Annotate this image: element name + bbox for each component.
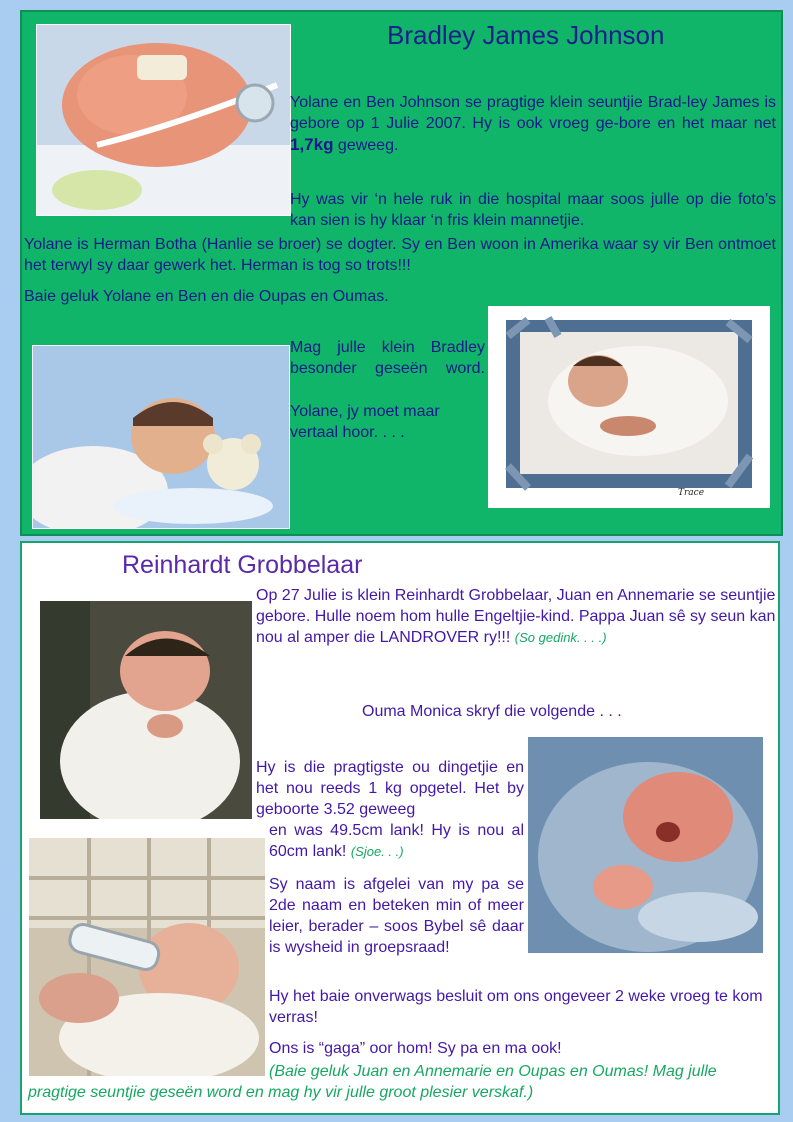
reinhardt-closing: (Baie geluk Juan en Annemarie en Oupas en Oumas! Mag julle pragtige seuntjie geseën word en mag hy vir julle groot plesier verskaf.)	[28, 1063, 717, 1101]
reinhardt-name-paragraph: Sy naam is afgelei van my pa se 2de naam en beteken min of meer leier, berader – soos Bybel sê daar is wysheid in groepsraad!	[269, 876, 524, 956]
reinhardt-section	[20, 541, 780, 1115]
section-title-bradley: Bradley James Johnson	[387, 20, 665, 50]
bradley-translate-note: Yolane, jy moet maar vertaal hoor. . . .	[290, 403, 440, 441]
bradley-hospital-paragraph: Hy was vir ‘n hele ruk in die hospital maar soos julle op die foto’s kan sien is hy klaar ‘n fris klein mannetjie.	[290, 191, 776, 229]
photo-bradley-framed	[488, 306, 770, 508]
photo-signature: Trace	[678, 488, 705, 498]
bradley-weight: 1,7kg	[290, 135, 334, 154]
bradley-blessing: Mag julle klein Bradley besonder geseën word.	[290, 339, 485, 377]
reinhardt-length-paragraph	[269, 820, 524, 862]
reinhardt-birth-paragraph	[256, 585, 776, 648]
reinhardt-aside-1: (So gedink. . . .)	[514, 630, 607, 645]
bradley-birth-paragraph	[290, 92, 776, 156]
reinhardt-birth-text: Op 27 Julie is klein Reinhardt Grobbelaar, Juan en Annemarie se seuntjie gebore. Hulle noem hom hulle Engeltjie-kind. Pappa Juan sê sy seun kan nou al amper die LANDROVER ry!!!	[256, 587, 776, 646]
reinhardt-length-text: en was 49.5cm lank! Hy is nou al 60cm lank!	[269, 822, 524, 860]
photo-reinhardt-wrapped	[39, 600, 253, 820]
photo-bradley-teddy	[32, 345, 290, 529]
bradley-family-paragraph: Yolane is Herman Botha (Hanlie se broer) se dogter. Sy en Ben woon in Amerika waar sy vir Ben ontmoet het terwyl sy daar gewerk het. Herman is tog so trots!!!	[24, 236, 776, 274]
photo-reinhardt-yawning	[527, 736, 764, 954]
bradley-birth-text: Yolane en Ben Johnson se pragtige klein seuntjie Brad-ley James is gebore op 1 Julie 2007. Hy is ook vroeg ge-bore en het maar net	[290, 94, 776, 132]
reinhardt-aside-2: (Sjoe. . .)	[350, 844, 404, 859]
ouma-intro: Ouma Monica skryf die volgende . . .	[362, 703, 622, 720]
photo-reinhardt-feeding	[28, 837, 266, 1077]
bradley-birth-text-end: geweeg.	[333, 137, 399, 154]
reinhardt-gaga: Ons is “gaga” oor hom! Sy pa en ma ook!	[269, 1040, 562, 1057]
bradley-congrats: Baie geluk Yolane en Ben en die Oupas en Oumas.	[24, 288, 389, 305]
reinhardt-early-paragraph: Hy het baie onverwags besluit om ons ongeveer 2 weke vroeg te kom verras!	[269, 988, 763, 1026]
photo-bradley-hospital	[36, 24, 291, 216]
bradley-section	[20, 10, 783, 536]
section-title-reinhardt: Reinhardt Grobbelaar	[122, 551, 363, 579]
reinhardt-weight-paragraph: Hy is die pragtigste ou dingetjie en het nou reeds 1 kg opgetel. Het by geboorte 3.52 geweeg	[256, 759, 524, 818]
